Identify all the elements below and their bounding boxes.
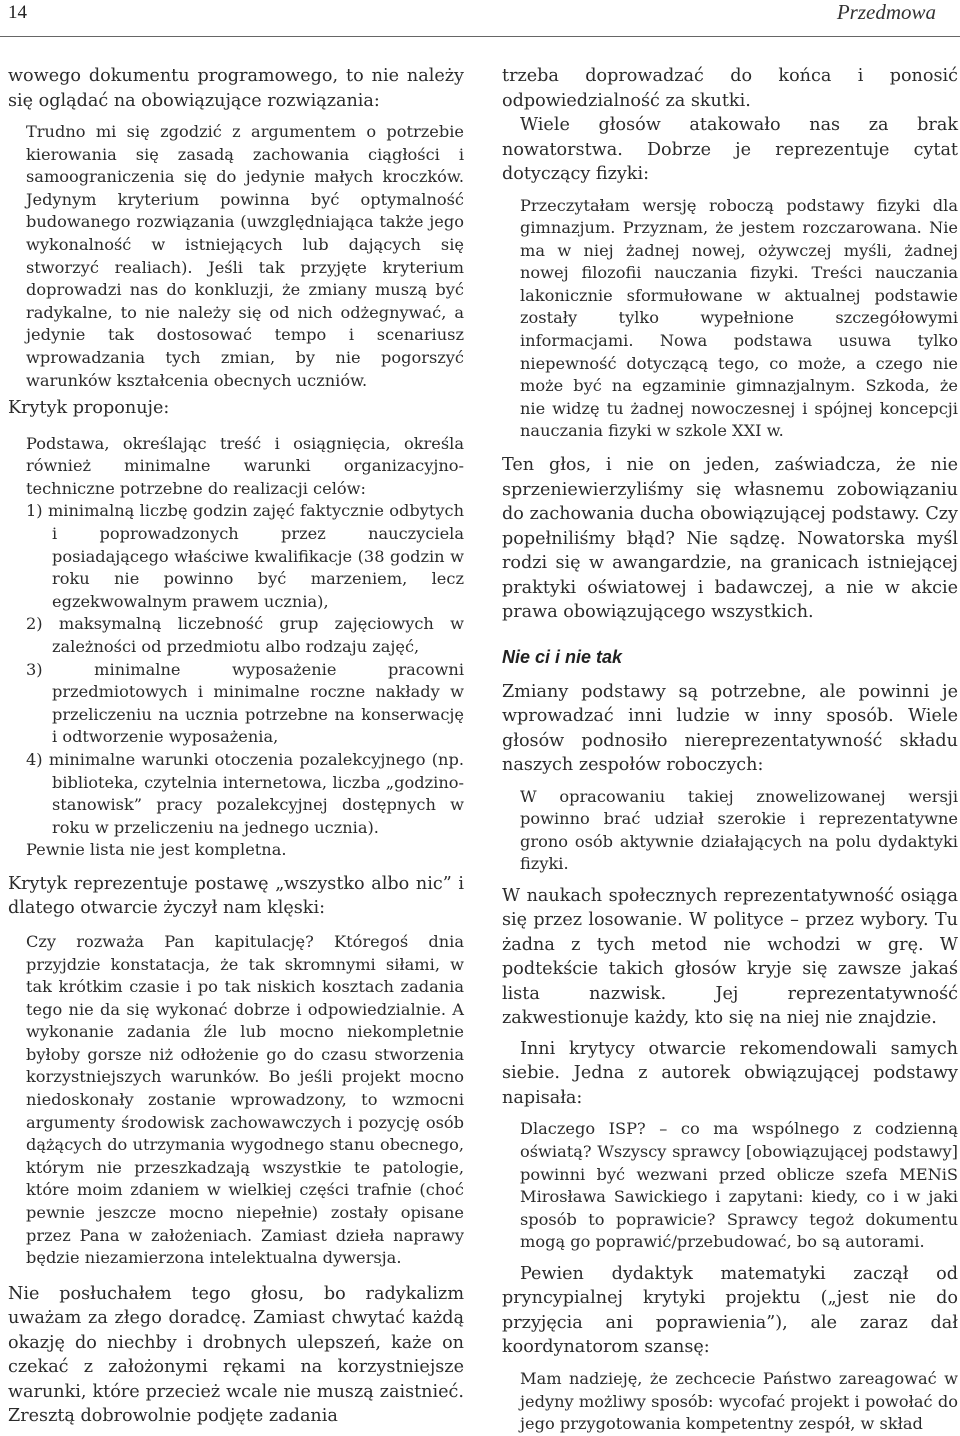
list-item: 2) maksymalną liczebność grup zajęciowych w zależności od przedmiotu albo rodzaju zajęć, — [26, 614, 464, 656]
left-column — [8, 64, 464, 1429]
list-item: 3) minimalne wyposażenie pracowni przedmiotowych i minimalne roczne nakłady w przeliczeniu na ucznia potrzebne na konserwację i odtworzenie wyposażenia, — [26, 659, 464, 747]
paragraph: Ten głos, i nie on jeden, zaświadcza, że nie sprzeniewierzyliśmy się własnemu zobowiązaniu do zachowania ducha obowiązującej podstawy. Czy popełniliśmy błąd? Nie sądzę. Nowatorska myśl rodzi się w awangardzie, na granicach istniejącej praktyki oświatowej i badawczej, a nie w akcie prawa obowiązującego wszystkich. — [502, 455, 958, 623]
header-rule — [0, 36, 960, 37]
quote-intro: Podstawa, określając treść i osiągnięcia, określa również minimalne warunki organizacyjno-techniczne potrzebne do realizacji celów: — [26, 433, 464, 498]
list-item: 4) minimalne warunki otoczenia pozalekcyjnego (np. biblioteka, czytelnia internetowa, liczba „godzino-stanowisk” pracy pozalekcyjnej dostępnych w roku w przeliczeniu na jednego ucznia). — [26, 749, 464, 837]
section-heading: Nie ci i nie tak — [502, 646, 623, 667]
list-item: 1) minimalną liczbę godzin zajęć faktycznie odbytych i poprowadzonych przez nauczyciela posiadającego właściwe kwalifikacje (38 godzin w roku nie powinno być marzeniem, lecz egzekwowalnym prawem ucznia), — [26, 501, 464, 611]
block-quote: Przeczytałam wersję roboczą podstawy fizyki dla gimnazjum. Przyznam, że jestem rozczarowana. Nie ma w niej żadnej nowej, ożywczej myśli, żadnej nowej filozofii nauczania fizyki. Treści nauczania lakonicznie sformułowane w aktualnej podstawie zostały tylko wypełnione szczegółowymi informacjami. Nowa podstawa usuwa tylko niepewność dotyczącą tego, co może, a czego nie może być na egzaminie gimnazjalnym. Szkoda, że nie widzę tu żadnej nowoczesnej i spójnej koncepcji nauczania fizyki w szkole XXI w. — [520, 195, 958, 441]
paragraph: Wiele głosów atakowało nas za brak nowatorstwa. Dobrze je reprezentuje cytat dotyczący fizyki: — [502, 115, 958, 184]
paragraph: Zmiany podstawy są potrzebne, ale powinni je wprowadzać inni ludzie w inny sposób. Wiele głosów podnosiło niereprezentatywność składu naszych zespołów roboczych: — [502, 681, 958, 776]
block-quote: Trudno mi się zgodzić z argumentem o potrzebie kierowania się zasadą zachowania ciągłości i samoograniczenia się do jedynie małych kroczków. Jedynym kryterium powinna być optymalność budowanego rozwiązania (uwzględniająca także jego wykonalność w istniejących lub dających się stworzyć realiach). Jeśli tak przyjęte kryterium doprowadzi nas do konkluzji, że zmiany muszą być radykalne, to nie należy się od nich odżegnywać, a jedynie tak dostosować tempo i scenariusz wprowadzania tych zmian, by nie pogorszyć warunków kształcenia obecnych uczniów. — [26, 122, 464, 390]
paragraph: Inni krytycy otwarcie rekomendowali samych siebie. Jedna z autorek obwiązującej podstawy napisała: — [502, 1038, 958, 1108]
paragraph: Krytyk reprezentuje postawę „wszystko albo nic” i dlatego otwarcie życzył nam klęski: — [8, 873, 464, 919]
page-header — [0, 0, 960, 40]
paragraph: Krytyk proponuje: — [8, 398, 170, 419]
block-quote: W opracowaniu takiej znowelizowanej wersji powinno brać udział szerokie i reprezentatywne grono osób aktywnie działających na polu dydaktyki fizyki. — [520, 786, 958, 874]
running-head: Przedmowa — [836, 0, 936, 24]
block-quote: Mam nadzieję, że zechcecie Państwo zareagować w jedyny możliwy sposób: wycofać projekt i powołać do jego przygotowania kompetentny zespół, w skład — [520, 1368, 958, 1434]
right-column — [502, 64, 958, 1436]
page-number: 14 — [8, 2, 27, 23]
block-quote: Dlaczego ISP? – co ma wspólnego z codzienną oświatą? Wszyscy sprawcy [obowiązującej podstawy] powinni być wezwani przed oblicze szefa MENiS Mirosława Sawickiego i zapytani: kiedy, co i w jaki sposób to poprawicie? Sprawcy tegoż dokumentu mogą go poprawić/przebudować, bo są autorami. — [520, 1119, 958, 1252]
block-quote — [8, 433, 464, 862]
paragraph: Pewien dydaktyk matematyki zaczął od pryncypialnej krytyki projektu („jest nie do przyjęcia ani poprawienia”), ale zaraz dał koordynatorom szansę: — [502, 1263, 958, 1358]
paragraph: W naukach społecznych reprezentatywność osiąga się przez losowanie. W polityce – przez wybory. Tu żadna z tych metod nie wchodzi w grę. W podtekście takich głosów kryje się zawsze jakaś lista nazwisk. Jej reprezentatywność zakwestionuje każdy, kto się na niej nie znajdzie. — [502, 885, 958, 1029]
paragraph: Nie posłuchałem tego głosu, bo radykalizm uważam za złego doradcę. Zamiast chwytać każdą okazję do niechby i drobnych ulepszeń, każe on czekać z założonymi rękami na korzystniejsze warunki, które przecież wcale nie muszą zaistnieć. Zresztą dobrowolnie podjęte zadania — [8, 1283, 464, 1427]
quote-closing: Pewnie lista nie jest kompletna. — [26, 840, 287, 860]
paragraph: trzeba doprowadzać do końca i ponosić odpowiedzialność za skutki. — [502, 66, 958, 111]
block-quote: Czy rozważa Pan kapitulację? Któregoś dnia przyjdzie konstatacja, że tak skromnymi siłami, w tak krótkim czasie i po tak niskich kosztach zadania tego nie da się wykonać dobrze i odpowiedzialnie. A wykonanie zadania źle lub mocno niekompletnie byłoby gorsze niż odłożenie go do czasu stworzenia korzystniejszych warunków. Bo jeśli projekt mocno niedoskonały zostanie wprowadzony, to wzmocni argumenty środowisk zachowawczych i pozycję osób dążących do utrzymania wygodnego stanu obecnego, którym nie przeszkadzają wszystkie te patologie, które moim zdaniem w wielkiej części trafnie (choć pewnie jeszcze mocno niepełnie) zostały opisane przez Pana w założeniach. Zamiast dzieła naprawy będzie niezamierzona intelektualna dywersja. — [26, 931, 464, 1268]
paragraph: wowego dokumentu programowego, to nie należy się oglądać na obowiązujące rozwiązania: — [8, 66, 464, 111]
